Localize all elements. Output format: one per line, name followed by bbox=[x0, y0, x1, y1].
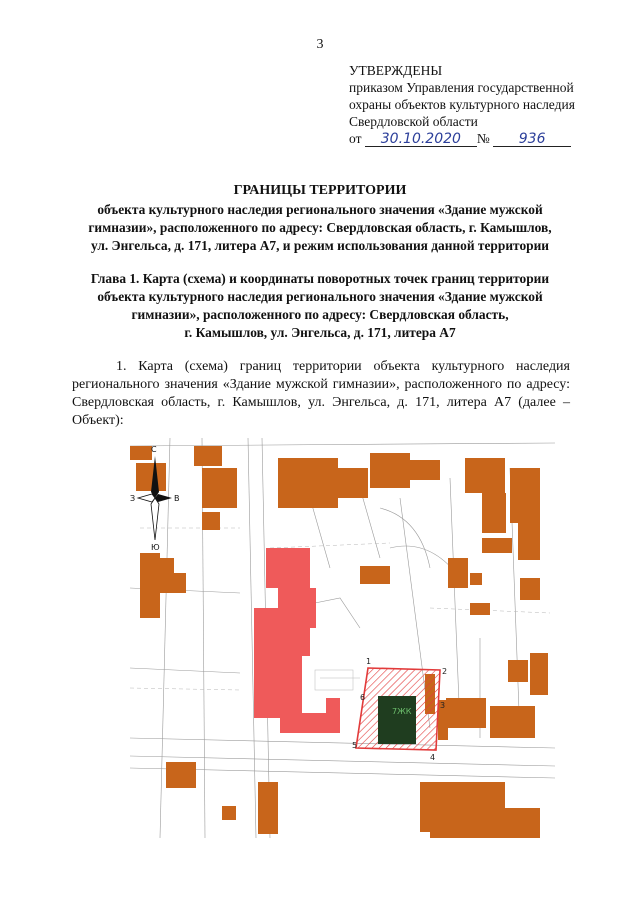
compass-south-label: Ю bbox=[151, 543, 160, 552]
approval-line-3: Свердловской области bbox=[349, 114, 478, 129]
chapter-line-4: г. Камышлов, ул. Энгельса, д. 171, литера А7 bbox=[184, 325, 456, 340]
chapter-line-2: объекта культурного наследия регионального значения «Здание мужской bbox=[97, 289, 543, 304]
approval-line-2: охраны объектов культурного наследия bbox=[349, 97, 575, 112]
site-map bbox=[130, 438, 555, 838]
document-title: ГРАНИЦЫ ТЕРРИТОРИИ bbox=[233, 183, 407, 198]
point-label-6: 6 bbox=[360, 693, 366, 702]
compass-north-label: С bbox=[151, 445, 157, 454]
page-number: 3 bbox=[316, 37, 324, 52]
number-label: № bbox=[476, 131, 490, 146]
compass-west-label: З bbox=[130, 494, 136, 503]
chapter-line-3: гимназии», расположенного по адресу: Свердловская область, bbox=[131, 307, 509, 322]
subtitle-line-1: объекта культурного наследия регионального значения «Здание мужской bbox=[97, 202, 543, 217]
paragraph-text: 1. Карта (схема) границ территории объекта культурного наследия регионального значения «Здание мужской гимназии», расположенного по адресу: Свердловская область, г. Камышлов, ул. Энгельса, д. 171, литера А7 (далее – Объект): bbox=[72, 359, 570, 428]
approval-date-line bbox=[349, 130, 629, 147]
point-label-5: 5 bbox=[352, 741, 358, 750]
from-label: от bbox=[349, 131, 362, 146]
point-label-3: 3 bbox=[440, 701, 446, 710]
subtitle-line-2: гимназии», расположенного по адресу: Свердловская область, г. Камышлов, bbox=[88, 220, 552, 235]
point-label-1: 1 bbox=[366, 657, 372, 666]
object-label: 7ЖК bbox=[392, 707, 412, 716]
subtitle-line-3: ул. Энгельса, д. 171, литера А7, и режим использования данной территории bbox=[90, 238, 550, 253]
approval-block bbox=[349, 62, 629, 147]
point-label-4: 4 bbox=[430, 753, 436, 762]
chapter-line-1: Глава 1. Карта (схема) и координаты поворотных точек границ территории bbox=[90, 271, 550, 286]
paragraph-1 bbox=[72, 358, 570, 430]
compass-east-label: В bbox=[174, 494, 180, 503]
point-label-2: 2 bbox=[442, 667, 448, 676]
approval-line-1: приказом Управления государственной bbox=[349, 80, 574, 95]
approval-heading: УТВЕРЖДЕНЫ bbox=[349, 63, 443, 78]
handwritten-number: 936 bbox=[493, 132, 571, 147]
handwritten-date: 30.10.2020 bbox=[365, 132, 477, 147]
heritage-object bbox=[378, 696, 416, 744]
